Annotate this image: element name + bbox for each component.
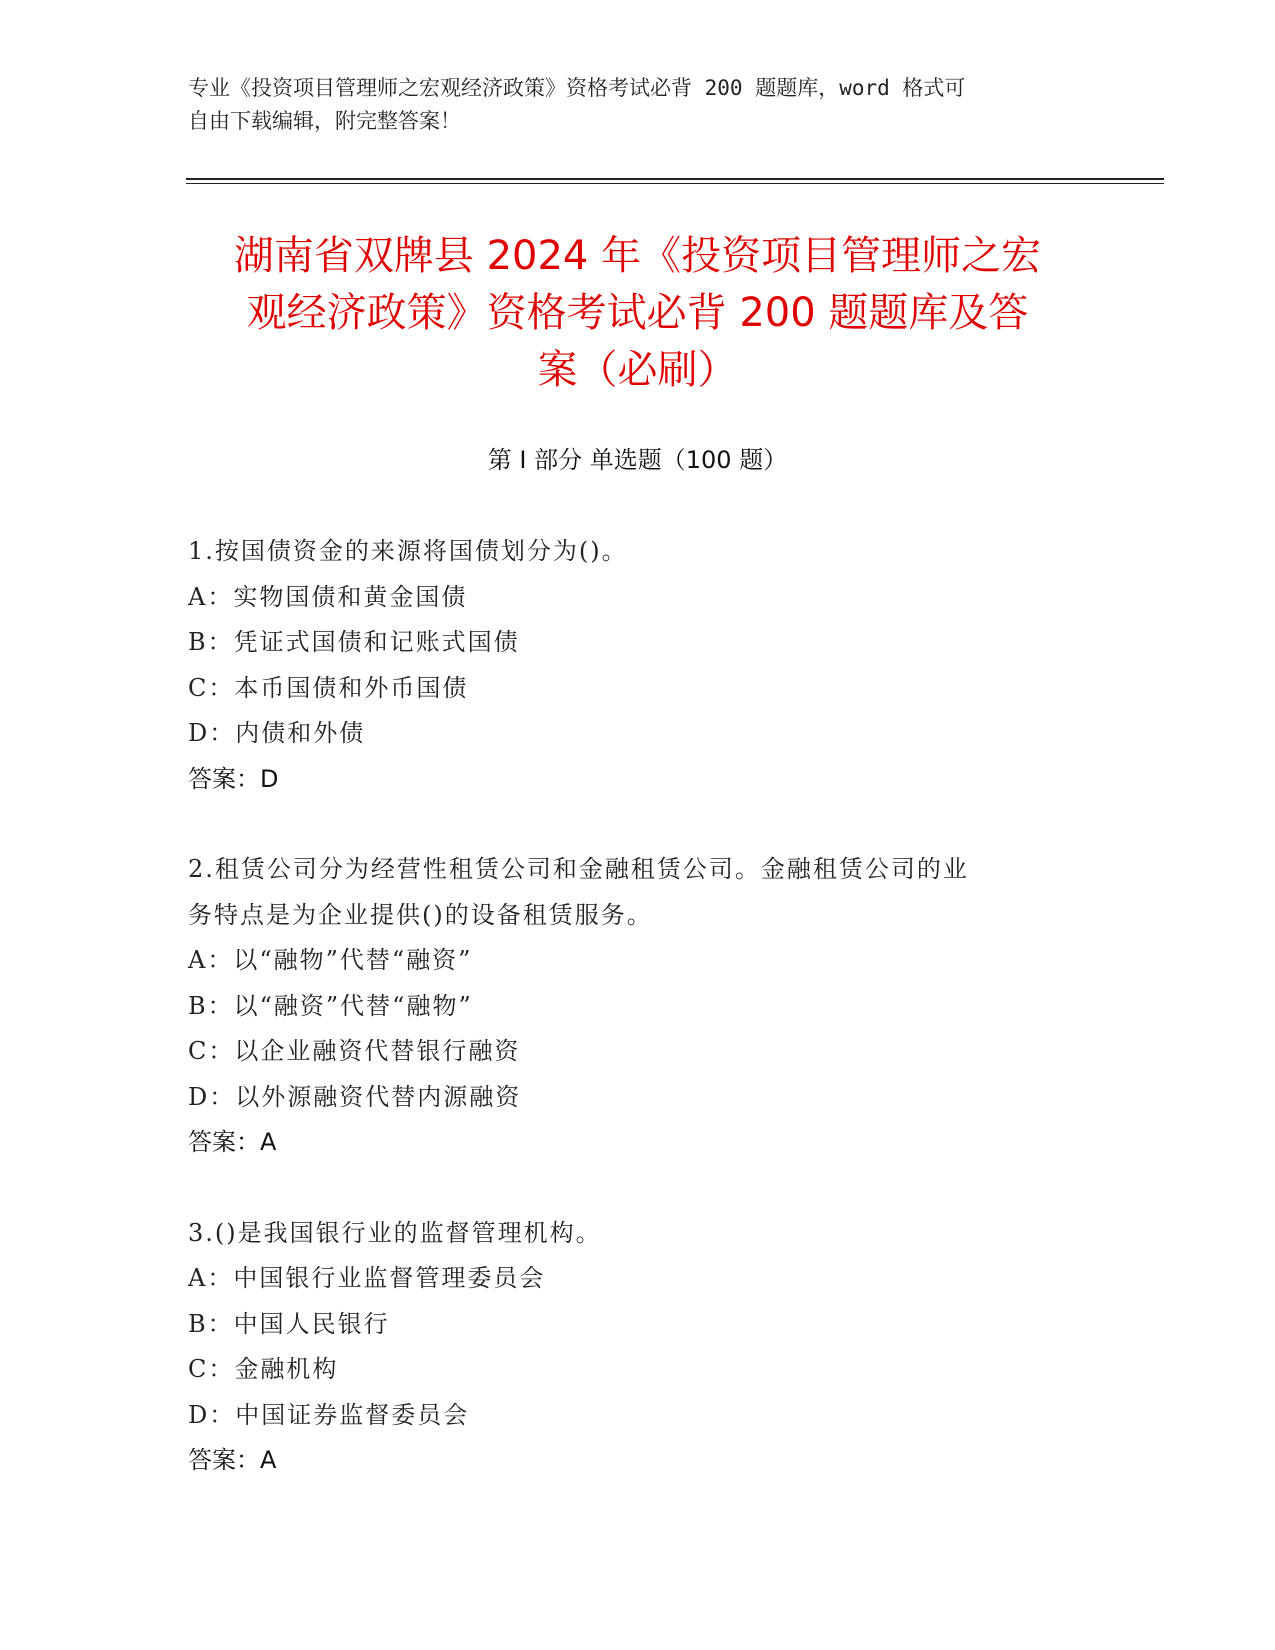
answer-line: 答案：A [188, 1128, 277, 1156]
question-2 [188, 847, 1068, 1166]
option-b: B：以“融资”代替“融物” [188, 991, 473, 1020]
section-heading: 第 I 部分 单选题（100 题） [487, 446, 788, 474]
option-b: B：凭证式国债和记账式国债 [188, 628, 520, 656]
question-stem: 3.()是我国银行业的监督管理机构。 [188, 1218, 602, 1247]
option-a: A：以“融物”代替“融资” [188, 946, 473, 974]
option-c: C：金融机构 [188, 1355, 339, 1383]
option-c: C：以企业融资代替银行融资 [188, 1037, 521, 1065]
header-line-2: 自由下载编辑，附完整答案！ [188, 109, 461, 133]
option-a: A：实物国债和黄金国债 [188, 582, 468, 611]
header-divider-thin [186, 183, 1164, 184]
option-d: D：中国证券监督委员会 [188, 1400, 470, 1429]
option-d: D：以外源融资代替内源融资 [188, 1082, 522, 1111]
question-stem-line-1: 2.租赁公司分为经营性租赁公司和金融租赁公司。金融租赁公司的业 [188, 855, 969, 883]
title-line-3: 案（必刷） [537, 347, 738, 393]
title-line-1: 湖南省双牌县 2024 年《投资项目管理师之宏 [233, 233, 1042, 279]
question-stem: 1.按国债资金的来源将国债划分为()。 [188, 537, 628, 565]
header-divider-thick [186, 178, 1164, 180]
question-3 [188, 1211, 1068, 1484]
document-header-note [188, 72, 1068, 138]
option-d: D：内债和外债 [188, 719, 366, 747]
option-b: B：中国人民银行 [188, 1309, 390, 1338]
header-line-1: 专业《投资项目管理师之宏观经济政策》资格考试必背 200 题题库，word 格式可 [188, 76, 966, 100]
question-stem-line-2: 务特点是为企业提供()的设备租赁服务。 [188, 900, 653, 929]
option-a: A：中国银行业监督管理委员会 [188, 1264, 546, 1292]
answer-line: 答案：A [188, 1446, 277, 1474]
question-list [188, 529, 1068, 1529]
title-line-2: 观经济政策》资格考试必背 200 题题库及答 [246, 290, 1029, 336]
document-title [160, 228, 1115, 399]
option-c: C：本币国债和外币国债 [188, 673, 469, 702]
question-1 [188, 529, 1068, 802]
answer-line: 答案：D [188, 764, 279, 793]
